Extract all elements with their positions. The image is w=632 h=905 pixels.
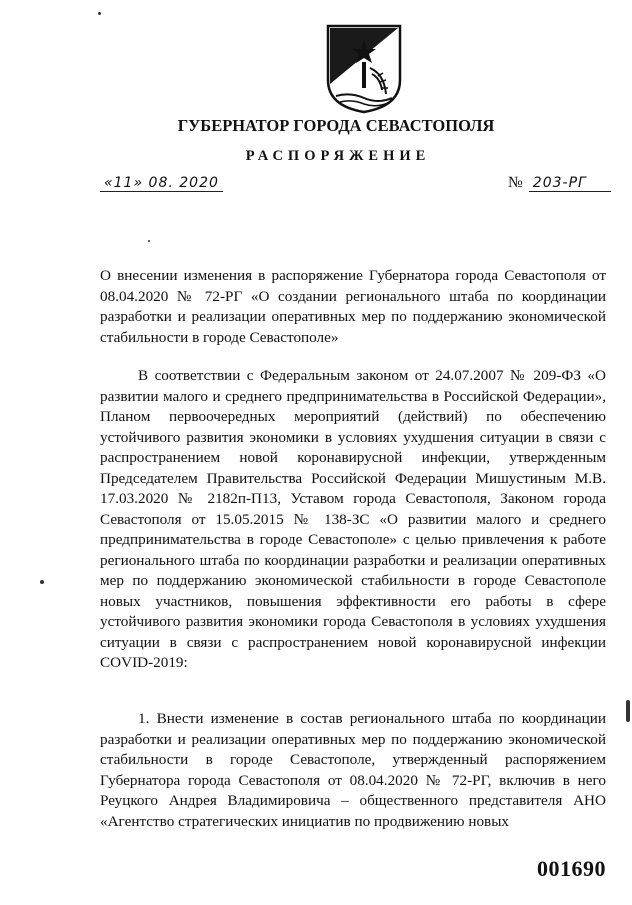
number-sign: № bbox=[508, 174, 523, 191]
scan-speck bbox=[40, 580, 44, 584]
scan-speck bbox=[626, 700, 630, 722]
authority-title: ГУБЕРНАТОР ГОРОДА СЕВАСТОПОЛЯ bbox=[177, 116, 495, 135]
preamble-paragraph: В соответствии с Федеральным законом от 24.07.2007 № 209-ФЗ «О развитии малого и среднего предпринимательства в Российской Федерации», Планом первоочередных мероприятий (действий) по обеспечению устойчивого развития экономики в условиях ухудшения ситуации в связи с распространением новой коронавирусной инфекции, утвержденным Председателем Правительства Российской Федерации Мишустиным М.В. 17.03.2020 № 2182п-П13, Уставом города Севастополя, Законом города Севастополя от 15.05.2015 № 138-ЗС «О развитии малого и среднего предпринимательства в городе Севастополе» с целью привлечения к работе регионального штаба по координации разработки и реализации оперативных мер по поддержанию экономической стабильности в городе Севастополе новых участников, повышения эффективности его работы в сфере устойчивого развития экономики города Севастополя в условиях ухудшения ситуации в связи с распространением новой коронавирусной инфекции COVID-2019: bbox=[100, 367, 606, 671]
serial-number: 001690 bbox=[537, 856, 606, 881]
subject-paragraph: О внесении изменения в распоряжение Губернатора города Севастополя от 08.04.2020 № 72-РГ «О создании регионального штаба по координации разработки и реализации оперативных мер по поддержанию экономической стабильности в городе Севастополе» bbox=[100, 267, 606, 346]
date-field bbox=[100, 174, 223, 192]
scan-speck bbox=[148, 240, 150, 242]
handwritten-number: 203-РГ bbox=[529, 175, 611, 192]
document-type: РАСПОРЯЖЕНИЕ bbox=[245, 148, 431, 164]
scan-speck bbox=[98, 12, 101, 15]
item-1-paragraph: 1. Внести изменение в состав регионального штаба по координации разработки и реализации оперативных мер по поддержанию экономической стабильности в городе Севастополе, утвержденный распоряжением Губернатора города Севастополя от 08.04.2020 № 72-РГ, включив в него Реуцкого Андрея Владимировича – общественного представителя АНО «Агентство стратегических инициатив по продвижению новых bbox=[100, 710, 606, 830]
number-field bbox=[508, 174, 611, 192]
coat-of-arms-icon bbox=[322, 22, 406, 114]
handwritten-date: «11» 08. 2020 bbox=[100, 175, 223, 192]
